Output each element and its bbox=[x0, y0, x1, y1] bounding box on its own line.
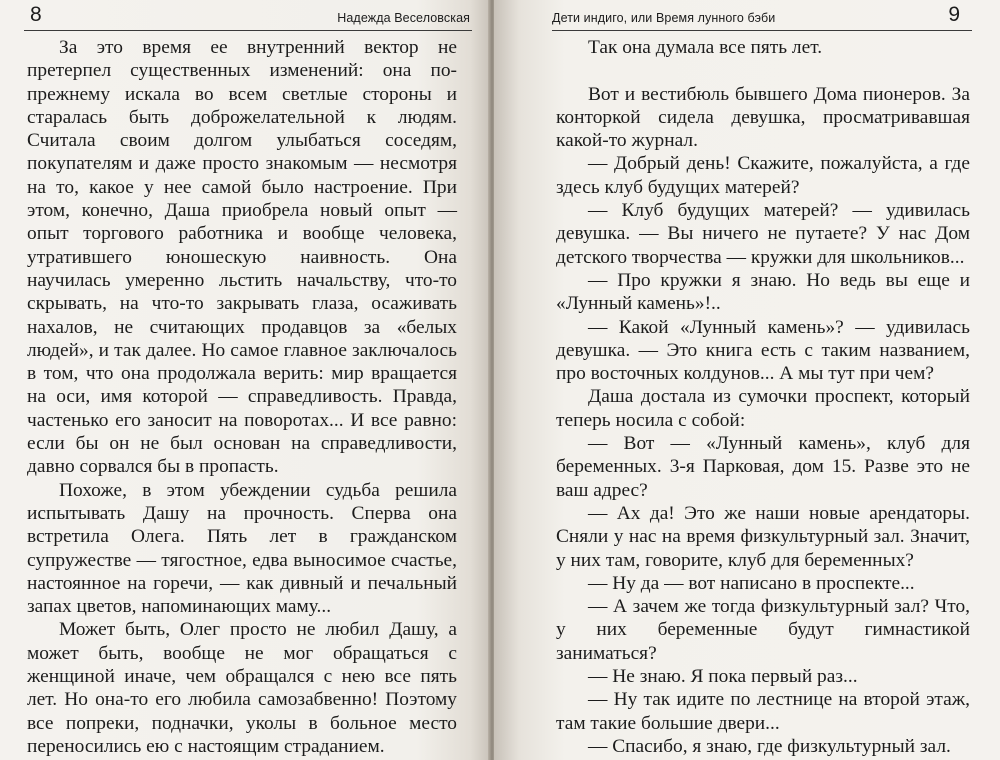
left-running-head bbox=[24, 2, 472, 31]
paragraph: — Вот — «Лунный камень», клуб для беременных. 3-я Парковая, дом 15. Разве это не ваш адрес? bbox=[556, 433, 970, 501]
paragraph: — Спасибо, я знаю, где физкультурный зал. bbox=[588, 735, 951, 757]
page-number: 8 bbox=[30, 3, 42, 26]
paragraph: — Про кружки я знаю. Но ведь вы еще и «Лунный камень»!.. bbox=[556, 269, 970, 315]
paragraph: Вот и вестибюль бывшего Дома пионеров. За конторкой сидела девушка, просматривавшая какой-то журнал. bbox=[556, 83, 970, 152]
author-name: Надежда Веселовская bbox=[337, 11, 470, 25]
paragraph: — Какой «Лунный камень»? — удивилась девушка. — Это книга есть с таким названием, про восточных колдунов... А мы тут при чем? bbox=[556, 316, 970, 385]
paragraph: — Не знаю. Я пока первый раз... bbox=[588, 666, 858, 688]
paragraph: Может быть, Олег просто не любил Дашу, а может быть, вообще не мог обращаться с женщиной иначе, чем обращался с нею все пять лет. Но она-то его любила самозабвенно! Поэтому все попреки, подначки, уколы в больное место переносились ею с настоящим страданием. bbox=[27, 619, 457, 757]
left-page bbox=[0, 0, 490, 760]
paragraph: — Ну так идите по лестнице на второй этаж, там такие большие двери... bbox=[556, 689, 970, 734]
book-title: Дети индиго, или Время лунного бэби bbox=[552, 11, 776, 25]
page-number: 9 bbox=[948, 3, 960, 26]
right-running-head bbox=[552, 2, 972, 31]
paragraph: — А зачем же тогда физкультурный зал? Что, у них беременные будут гимнастикой заниматься? bbox=[556, 596, 970, 664]
left-page-text bbox=[27, 36, 457, 758]
paragraph: Похоже, в этом убеждении судьба решила испытывать Дашу на прочность. Сперва она встретила Олега. Пять лет в гражданском супружестве — тягостное, едва выносимое счастье, настоянное на горечи, — как дивный и печальный запах цветов, напоминающих маму... bbox=[27, 479, 457, 618]
right-page-text bbox=[556, 36, 970, 758]
paragraph: — Добрый день! Скажите, пожалуйста, а где здесь клуб будущих матерей? bbox=[556, 153, 970, 198]
paragraph: За это время ее внутренний вектор не претерпел существенных изменений: она по-прежнему искала во всем светлые стороны и старалась быть доброжелательной к людям. Считала своим долгом улыбаться соседям, покупателям и даже просто знакомым — несмотря на то, какое у нее самой было настроение. При этом, конечно, Даша приобрела новый опыт — опыт торгового работника и вообще человека, утратившего юношескую наивность. Она научилась умеренно льстить начальству, что-то скрывать, на что-то закрывать глаза, осаживать нахалов, не считающих продавцов за «белых людей», и так далее. Но самое главное заключалось в том, что она продолжала верить: мир вращается на оси, имя которой — справедливость. Правда, частенько его заносит на поворотах... И все равно: если бы он не был основан на справедливости, давно сорвался бы в пропасть. bbox=[27, 37, 457, 478]
paragraph: Так она думала все пять лет. bbox=[588, 37, 823, 58]
paragraph: — Ну да — вот написано в проспекте... bbox=[588, 572, 915, 594]
paragraph: — Клуб будущих матерей? — удивилась девушка. — Вы ничего не путаете? У нас Дом детского творчества — кружки для школьников... bbox=[556, 200, 970, 268]
paragraph: — Ах да! Это же наши новые арендаторы. Сняли у нас на время физкультурный зал. Значит, у них там, говорите, клуб для беременных? bbox=[556, 502, 970, 571]
paragraph: Даша достала из сумочки проспект, который теперь носила с собой: bbox=[556, 386, 970, 431]
right-page bbox=[494, 0, 1000, 760]
